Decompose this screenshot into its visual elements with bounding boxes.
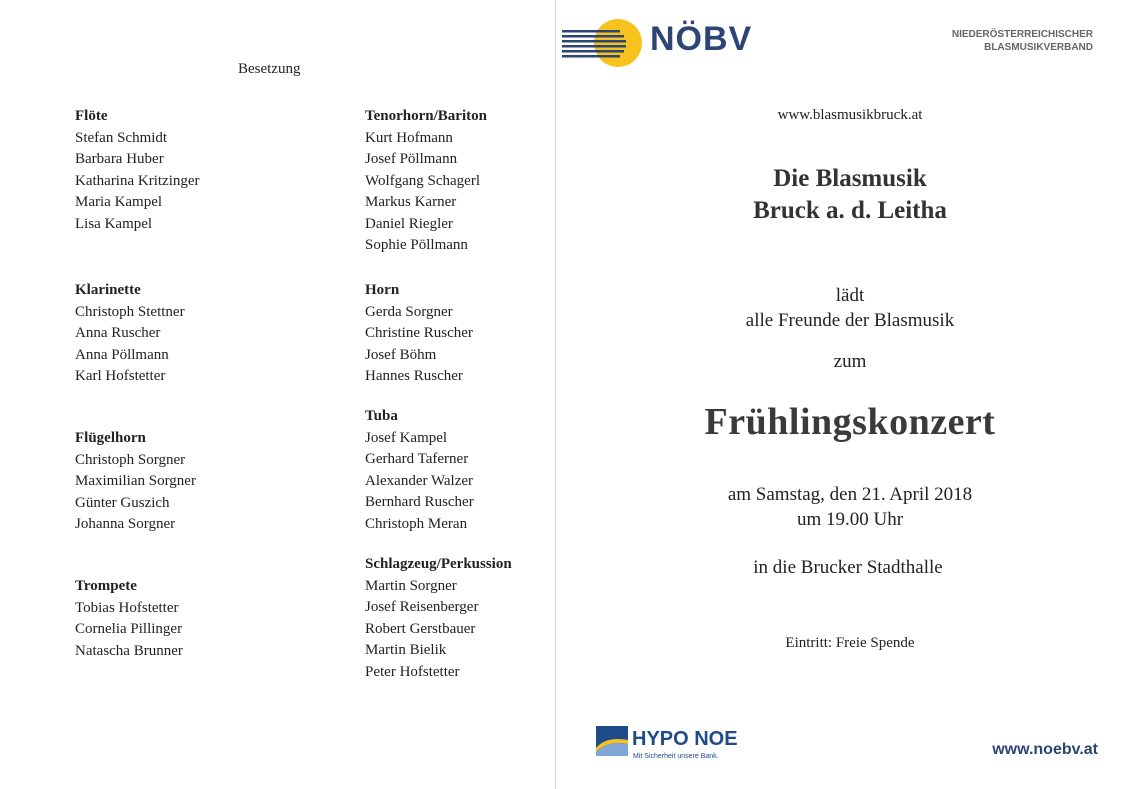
musician-name: Stefan Schmidt xyxy=(75,129,168,146)
ensemble-name xyxy=(556,163,1121,227)
musician-name: Lisa Kampel xyxy=(75,215,153,232)
musician-name: Markus Karner xyxy=(365,194,457,210)
musician-name: Hannes Ruscher xyxy=(365,368,463,384)
musician-name: Maximilian Sorgner xyxy=(75,473,196,489)
ensemble-line: Bruck a. d. Leitha xyxy=(753,197,947,224)
section-title: Horn xyxy=(365,282,400,298)
ensemble-line: Die Blasmusik xyxy=(773,165,927,192)
musician-name: Cornelia Pillinger xyxy=(75,621,183,637)
musician-name: Anna Ruscher xyxy=(75,325,161,341)
musician-name: Johanna Sorgner xyxy=(75,516,176,532)
section-title: Tuba xyxy=(365,408,398,424)
musician-name: Natascha Brunner xyxy=(75,642,183,659)
invite-line: lädt xyxy=(835,285,865,306)
musician-name: Christine Ruscher xyxy=(365,325,473,341)
musician-name: Wolfgang Schagerl xyxy=(365,172,481,189)
musician-name: Robert Gerstbauer xyxy=(365,620,476,637)
section-schlagzeug xyxy=(365,554,512,683)
musician-name: Gerhard Taferner xyxy=(365,451,469,467)
musician-name: Josef Kampel xyxy=(365,429,448,446)
concert-venue: in die Brucker Stadthalle xyxy=(753,557,943,578)
musician-name: Daniel Riegler xyxy=(365,215,453,232)
musician-name: Karl Hofstetter xyxy=(75,368,166,384)
musician-name: Josef Reisenberger xyxy=(365,599,479,615)
musician-name: Christoph Sorgner xyxy=(75,451,186,468)
section-fluegelhorn xyxy=(75,428,196,536)
section-tenorhorn xyxy=(365,106,487,257)
invite-line: alle Freunde der Blasmusik xyxy=(745,310,955,331)
noebv-logo-icon xyxy=(562,18,646,68)
invitation-text xyxy=(556,283,1121,333)
musician-name: Christoph Stettner xyxy=(75,303,185,320)
entry-fee: Eintritt: Freie Spende xyxy=(785,635,915,651)
musician-name: Katharina Kritzinger xyxy=(75,172,200,189)
musician-name: Bernhard Ruscher xyxy=(365,494,474,510)
musician-name: Kurt Hofmann xyxy=(365,129,453,146)
section-title: Schlagzeug/Perkussion xyxy=(365,556,512,572)
section-title: Klarinette xyxy=(75,282,141,298)
musician-name: Josef Pöllmann xyxy=(365,151,458,167)
musician-name: Josef Böhm xyxy=(365,346,437,363)
sponsor-name: HYPO NOE xyxy=(632,728,738,750)
section-floete xyxy=(75,106,200,235)
website-link: www.blasmusikbruck.at xyxy=(777,107,923,123)
musician-name: Alexander Walzer xyxy=(365,472,474,489)
musician-name: Maria Kampel xyxy=(75,194,163,210)
noebv-wordmark: NÖBV xyxy=(650,20,753,58)
section-title: Trompete xyxy=(75,578,137,594)
section-klarinette xyxy=(75,280,185,388)
sponsor-tagline: Mit Sicherheit unsere Bank. xyxy=(633,753,719,760)
time-line: um 19.00 Uhr xyxy=(796,509,904,530)
musician-name: Barbara Huber xyxy=(75,151,164,167)
hypo-noe-logo-icon xyxy=(596,726,628,756)
date-line: am Samstag, den 21. April 2018 xyxy=(727,484,973,505)
musician-name: Günter Guszich xyxy=(75,494,170,511)
section-tuba xyxy=(365,406,474,535)
concert-title: Frühlingskonzert xyxy=(704,401,996,443)
section-title: Tenorhorn/Bariton xyxy=(365,108,487,124)
concert-date xyxy=(556,482,1121,532)
musician-name: Anna Pöllmann xyxy=(75,346,169,363)
musician-name: Martin Bielik xyxy=(365,642,447,658)
noebv-website-link: www.noebv.at xyxy=(992,741,1098,758)
section-trompete xyxy=(75,576,183,662)
zum-text: zum xyxy=(833,351,867,372)
musician-name: Tobias Hofstetter xyxy=(75,599,179,616)
musician-name: Sophie Pöllmann xyxy=(365,237,468,253)
verband-line: NIEDERÖSTERREICHISCHER xyxy=(951,29,1093,40)
section-title: Flöte xyxy=(75,108,108,124)
musician-name: Peter Hofstetter xyxy=(365,663,460,680)
musician-name: Martin Sorgner xyxy=(365,577,457,594)
verband-line: BLASMUSIKVERBAND xyxy=(984,42,1093,53)
musician-name: Christoph Meran xyxy=(365,515,468,532)
section-title: Flügelhorn xyxy=(75,430,146,446)
cast-page xyxy=(0,0,555,789)
verband-name xyxy=(952,28,1093,54)
section-horn xyxy=(365,280,473,388)
musician-name: Gerda Sorgner xyxy=(365,303,453,320)
cast-heading: Besetzung xyxy=(238,61,301,77)
